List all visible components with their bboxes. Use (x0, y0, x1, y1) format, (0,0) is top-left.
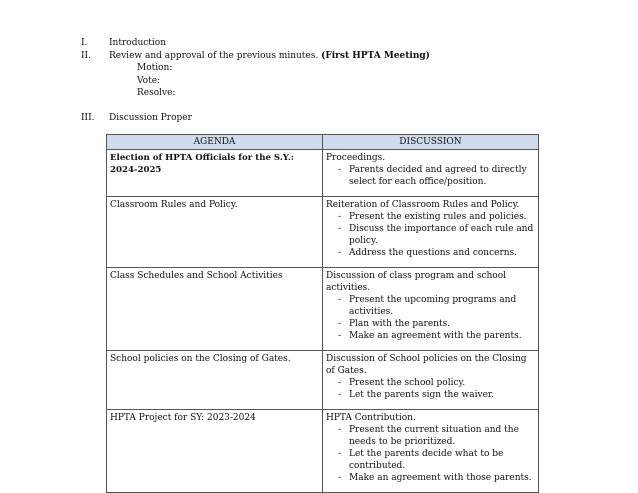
discussion-lead: HPTA Contribution. (326, 413, 416, 423)
outline-number: I. (81, 38, 88, 48)
table-row (107, 410, 539, 493)
list-item: - Discuss the importance of each rule and policy. (326, 223, 535, 247)
discussion-bullets (326, 294, 535, 342)
outline-text-main: Review and approval of the previous minutes. (109, 50, 322, 61)
discussion-lead: Proceedings. (326, 153, 386, 163)
discussion-bullets (326, 424, 535, 484)
table-header-row (107, 135, 539, 150)
outline-text-bold: (First HPTA Meeting) (321, 50, 430, 61)
list-item: - Address the questions and concerns. (326, 247, 535, 259)
discussion-cell (323, 150, 539, 197)
outline-number: III. (81, 112, 95, 123)
list-item: - Present the current situation and the needs to be prioritized. (326, 424, 535, 448)
outline-text (109, 50, 430, 62)
list-item: - Make an agreement with those parents. (326, 472, 535, 484)
agenda-cell: HPTA Project for SY: 2023-2024 (107, 410, 323, 493)
discussion-bullets (326, 377, 535, 401)
table-row (107, 150, 539, 197)
header-discussion: DISCUSSION (323, 135, 539, 150)
header-agenda: AGENDA (107, 135, 323, 150)
list-item: - Let the parents sign the waiver. (326, 389, 535, 401)
agenda-cell: Election of HPTA Officials for the S.Y.: 2024-2025 (107, 150, 323, 197)
subitem-label: Vote: (137, 75, 161, 86)
agenda-table (106, 134, 539, 493)
agenda-cell: Class Schedules and School Activities (107, 268, 323, 351)
discussion-lead: Reiteration of Classroom Rules and Policy. (326, 200, 520, 210)
minutes-subitem-resolve (81, 87, 601, 100)
discussion-cell (323, 410, 539, 493)
table-row (107, 268, 539, 351)
discussion-cell (323, 351, 539, 410)
list-item: - Plan with the parents. (326, 318, 535, 330)
agenda-cell: School policies on the Closing of Gates. (107, 351, 323, 410)
list-item: - Parents decided and agreed to directly select for each office/position. (326, 164, 535, 188)
outline-item-introduction (81, 37, 601, 50)
table-row (107, 197, 539, 268)
minutes-subitem-vote (81, 75, 601, 88)
outline-number: II. (81, 50, 91, 61)
discussion-lead: Discussion of School policies on the Closing of Gates. (326, 354, 527, 376)
outline-item-review-minutes (81, 50, 601, 63)
discussion-cell (323, 268, 539, 351)
meeting-outline (81, 37, 601, 124)
table-row (107, 351, 539, 410)
discussion-bullets (326, 164, 535, 188)
list-item: - Present the school policy. (326, 377, 535, 389)
outline-item-discussion-proper (81, 112, 601, 125)
list-item: - Let the parents decide what to be contributed. (326, 448, 535, 472)
discussion-bullets (326, 211, 535, 259)
outline-text: Discussion Proper (109, 112, 192, 123)
discussion-lead: Discussion of class program and school activities. (326, 271, 506, 293)
discussion-cell (323, 197, 539, 268)
agenda-cell: Classroom Rules and Policy. (107, 197, 323, 268)
outline-text: Introduction (109, 38, 166, 48)
list-item: - Make an agreement with the parents. (326, 330, 535, 342)
subitem-label: Motion: (137, 63, 173, 73)
minutes-subitem-motion (81, 62, 601, 75)
list-item: - Present the upcoming programs and activities. (326, 294, 535, 318)
list-item: - Present the existing rules and policies. (326, 211, 535, 223)
subitem-label: Resolve: (137, 88, 176, 98)
